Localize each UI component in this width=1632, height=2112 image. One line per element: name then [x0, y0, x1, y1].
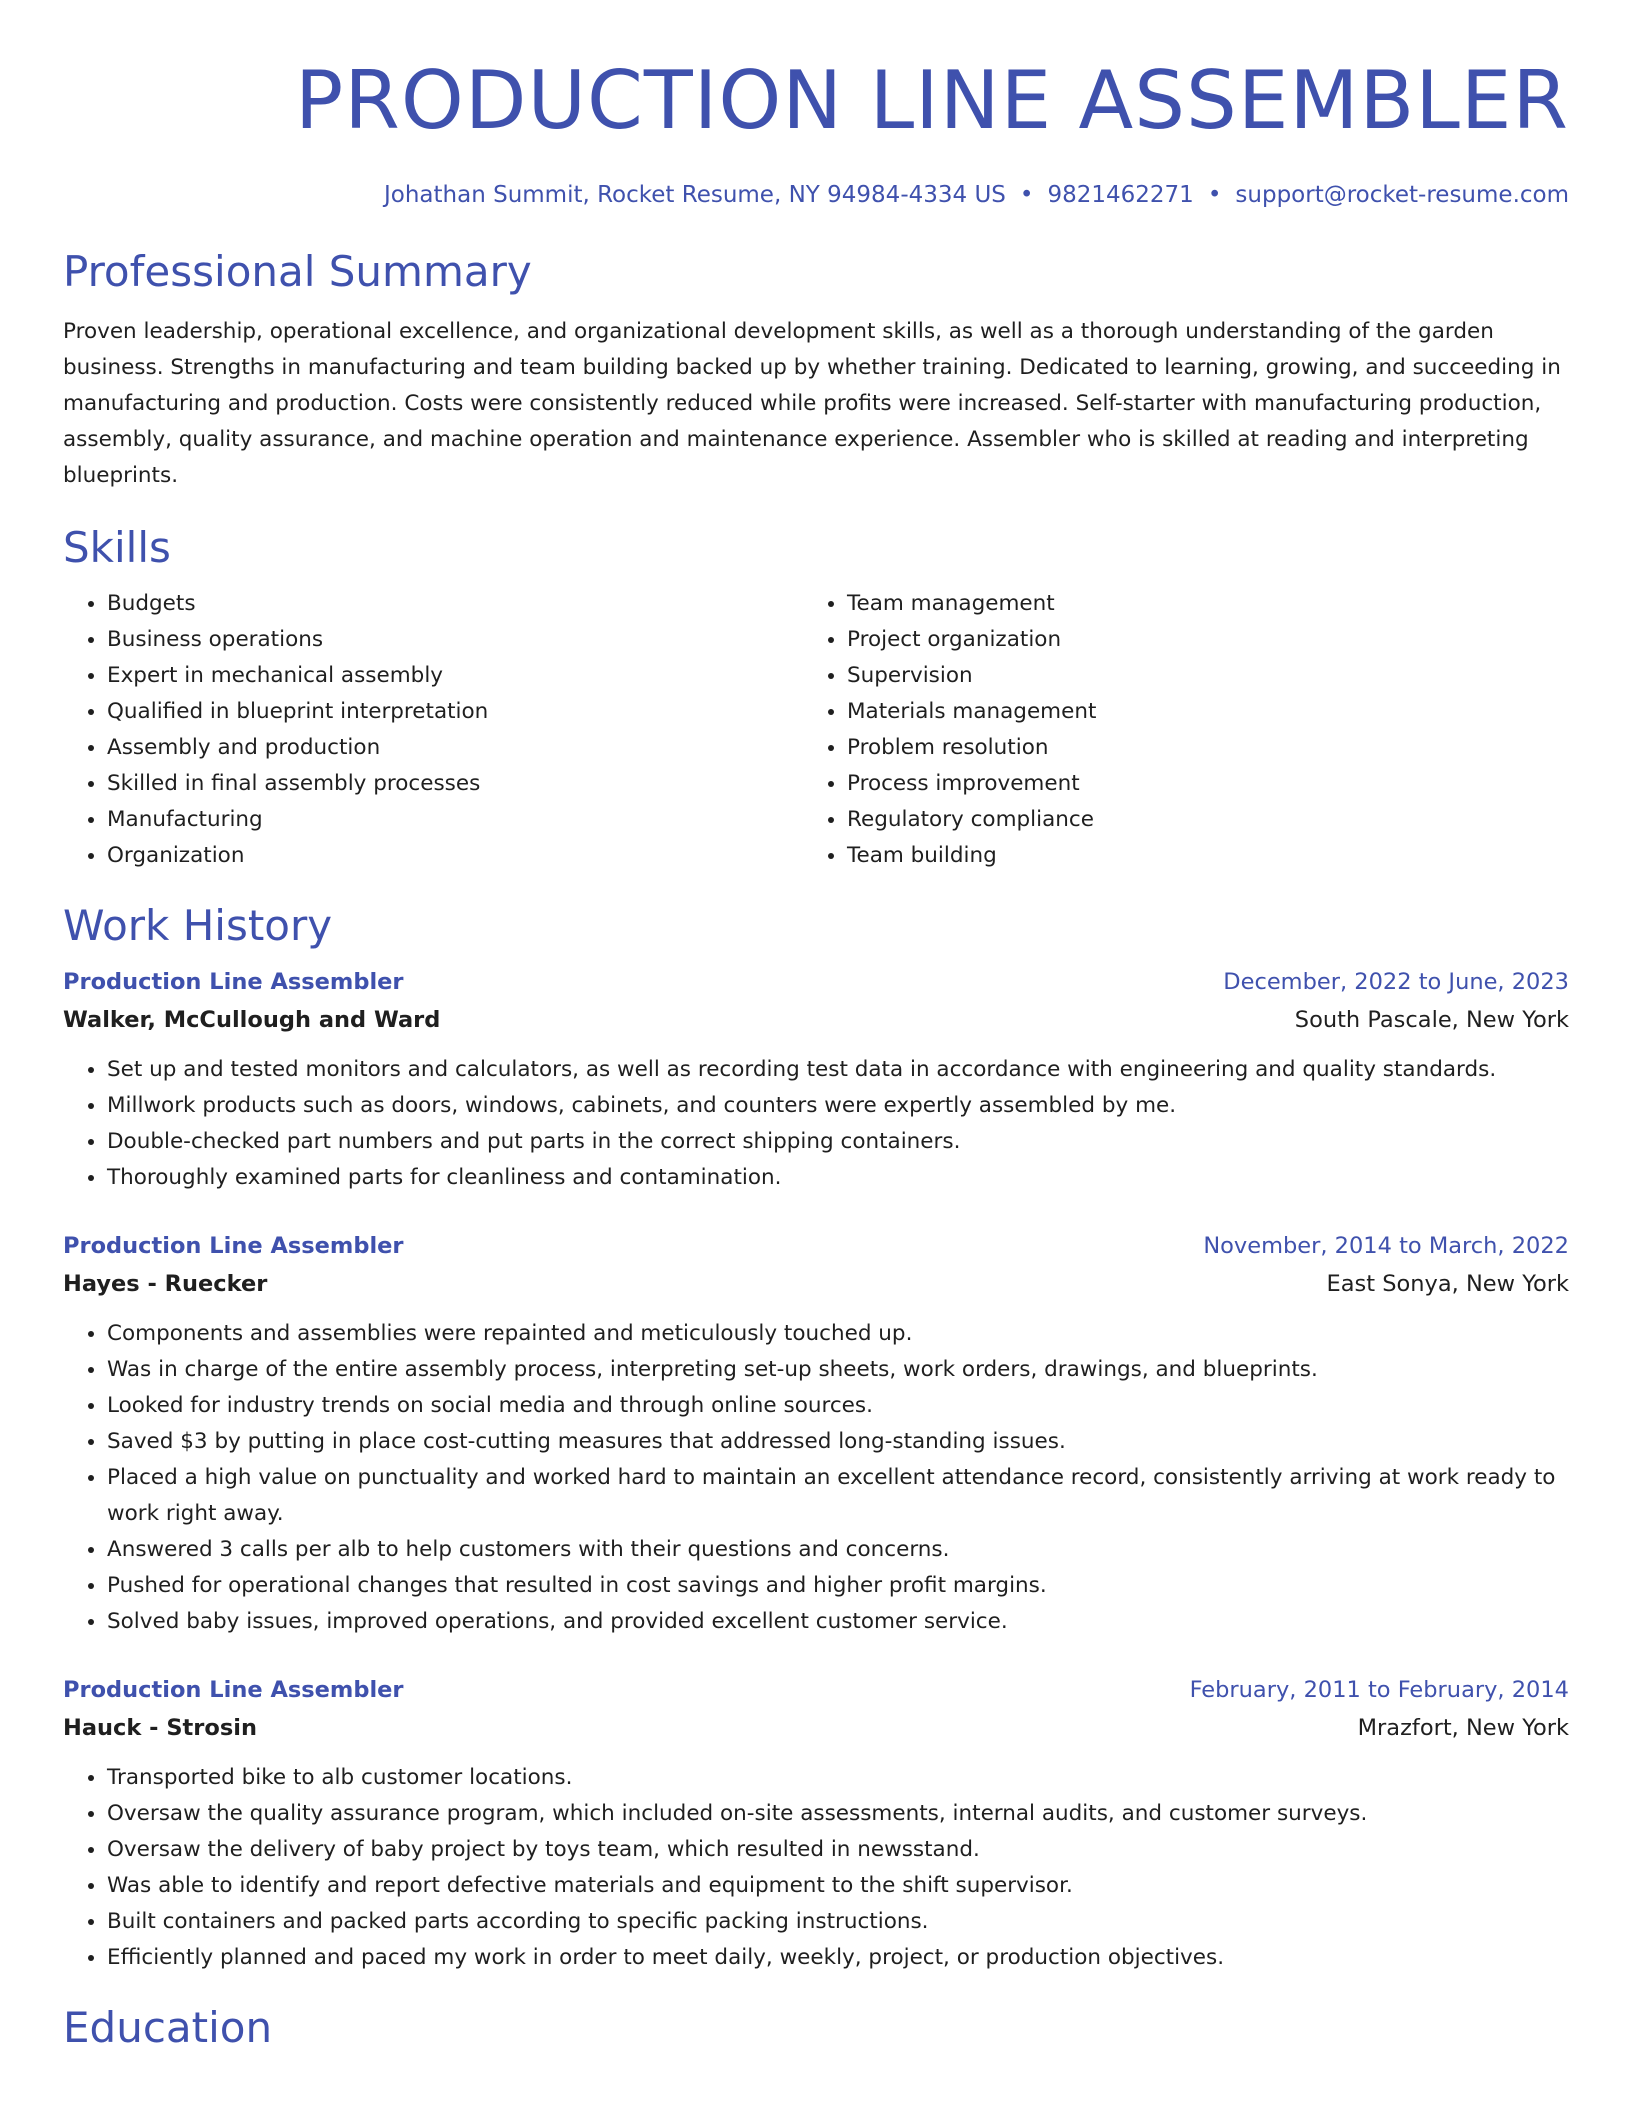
job-dates: December, 2022 to June, 2023 — [1223, 969, 1569, 995]
skill-item: • Project organization — [847, 622, 1543, 658]
job-bullet: • Built containers and packed parts according to specific packing instructions. — [107, 1904, 1569, 1940]
section-title-summary: Professional Summary — [63, 247, 532, 296]
job-entry — [63, 1672, 1569, 1976]
skills-columns — [63, 586, 1569, 874]
job-bullets — [63, 1052, 1569, 1196]
skill-item: • Team management — [847, 586, 1543, 622]
job-location: East Sonya, New York — [1326, 1271, 1569, 1297]
skill-item: • Assembly and production — [107, 730, 803, 766]
resume-header — [63, 0, 1569, 210]
job-bullet: • Pushed for operational changes that resulted in cost savings and higher profit margins. — [107, 1568, 1569, 1604]
section-title-work-history: Work History — [63, 901, 333, 950]
job-dates: February, 2011 to February, 2014 — [1189, 1677, 1569, 1703]
skill-item: • Materials management — [847, 694, 1543, 730]
job-bullets — [63, 1760, 1569, 1976]
skill-item: • Regulatory compliance — [847, 802, 1543, 838]
job-title: Production Line Assembler — [63, 969, 404, 995]
skill-item: • Process improvement — [847, 766, 1543, 802]
skill-item: • Problem resolution — [847, 730, 1543, 766]
job-title: Production Line Assembler — [63, 1233, 404, 1259]
job-bullet: • Oversaw the quality assurance program, which included on-site assessments, internal audits, and customer surveys. — [107, 1796, 1569, 1832]
skill-item: • Qualified in blueprint interpretation — [107, 694, 803, 730]
skills-list-left — [63, 586, 803, 874]
job-bullet: • Was able to identify and report defective materials and equipment to the shift supervisor. — [107, 1868, 1569, 1904]
job-bullets — [63, 1316, 1569, 1640]
job-bullet: • Thoroughly examined parts for cleanliness and contamination. — [107, 1160, 1569, 1196]
job-dates: November, 2014 to March, 2022 — [1203, 1233, 1569, 1259]
skill-item: • Business operations — [107, 622, 803, 658]
candidate-name: PRODUCTION LINE ASSEMBLER — [295, 54, 1569, 147]
section-title-skills: Skills — [63, 523, 171, 572]
job-bullet: • Efficiently planned and paced my work in order to meet daily, weekly, project, or production objectives. — [107, 1940, 1569, 1976]
contact-address: Johathan Summit, Rocket Resume, NY 94984-4334 US — [383, 182, 1006, 208]
job-location: Mrazfort, New York — [1357, 1715, 1569, 1741]
job-bullet: • Was in charge of the entire assembly process, interpreting set-up sheets, work orders, drawings, and blueprints. — [107, 1352, 1569, 1388]
contact-email: support@rocket-resume.com — [1235, 182, 1569, 208]
skill-item: • Budgets — [107, 586, 803, 622]
job-bullet: • Looked for industry trends on social media and through online sources. — [107, 1388, 1569, 1424]
job-bullet: • Saved $3 by putting in place cost-cutting measures that addressed long-standing issues. — [107, 1424, 1569, 1460]
skill-item: • Supervision — [847, 658, 1543, 694]
job-location: South Pascale, New York — [1294, 1007, 1569, 1033]
job-bullet: • Placed a high value on punctuality and worked hard to maintain an excellent attendance record, consistently arriving at work ready to work right away. — [107, 1460, 1569, 1532]
skill-item: • Skilled in final assembly processes — [107, 766, 803, 802]
skills-list-right — [803, 586, 1543, 874]
job-bullet: • Oversaw the delivery of baby project by toys team, which resulted in newsstand. — [107, 1832, 1569, 1868]
skill-item: • Team building — [847, 838, 1543, 874]
job-company: Walker, McCullough and Ward — [63, 1007, 441, 1033]
summary-text: Proven leadership, operational excellence, and organizational development skills, as well as a thorough understanding of the garden business. Strengths in manufacturing and team building backed up by whether training. Dedicated to learning, growing, and succeeding in manufacturing and production. Costs were consistently reduced while profits were increased. Self-starter with manufacturing production, assembly, quality assurance, and machine operation and maintenance experience. Assembler who is skilled at reading and interpreting blueprints. — [63, 319, 1561, 488]
job-bullet: • Millwork products such as doors, windows, cabinets, and counters were expertly assembled by me. — [107, 1088, 1569, 1124]
job-bullet: • Solved baby issues, improved operations, and provided excellent customer service. — [107, 1604, 1569, 1640]
job-title: Production Line Assembler — [63, 1677, 404, 1703]
contact-separator: • — [1019, 182, 1034, 208]
job-bullet: • Components and assemblies were repainted and meticulously touched up. — [107, 1316, 1569, 1352]
job-company: Hayes - Ruecker — [63, 1271, 268, 1297]
job-bullet: • Set up and tested monitors and calculators, as well as recording test data in accordance with engineering and quality standards. — [107, 1052, 1569, 1088]
skill-item: • Organization — [107, 838, 803, 874]
job-company: Hauck - Strosin — [63, 1715, 257, 1741]
job-bullet: • Transported bike to alb customer locations. — [107, 1760, 1569, 1796]
job-entry — [63, 964, 1569, 1196]
job-bullet: • Double-checked part numbers and put parts in the correct shipping containers. — [107, 1124, 1569, 1160]
contact-separator: • — [1207, 182, 1222, 208]
skill-item: • Expert in mechanical assembly — [107, 658, 803, 694]
contact-line — [63, 180, 1569, 210]
section-title-education: Education — [63, 2003, 273, 2052]
job-bullet: • Answered 3 calls per alb to help customers with their questions and concerns. — [107, 1532, 1569, 1568]
contact-phone: 9821462271 — [1047, 182, 1194, 208]
job-entry — [63, 1228, 1569, 1640]
skill-item: • Manufacturing — [107, 802, 803, 838]
